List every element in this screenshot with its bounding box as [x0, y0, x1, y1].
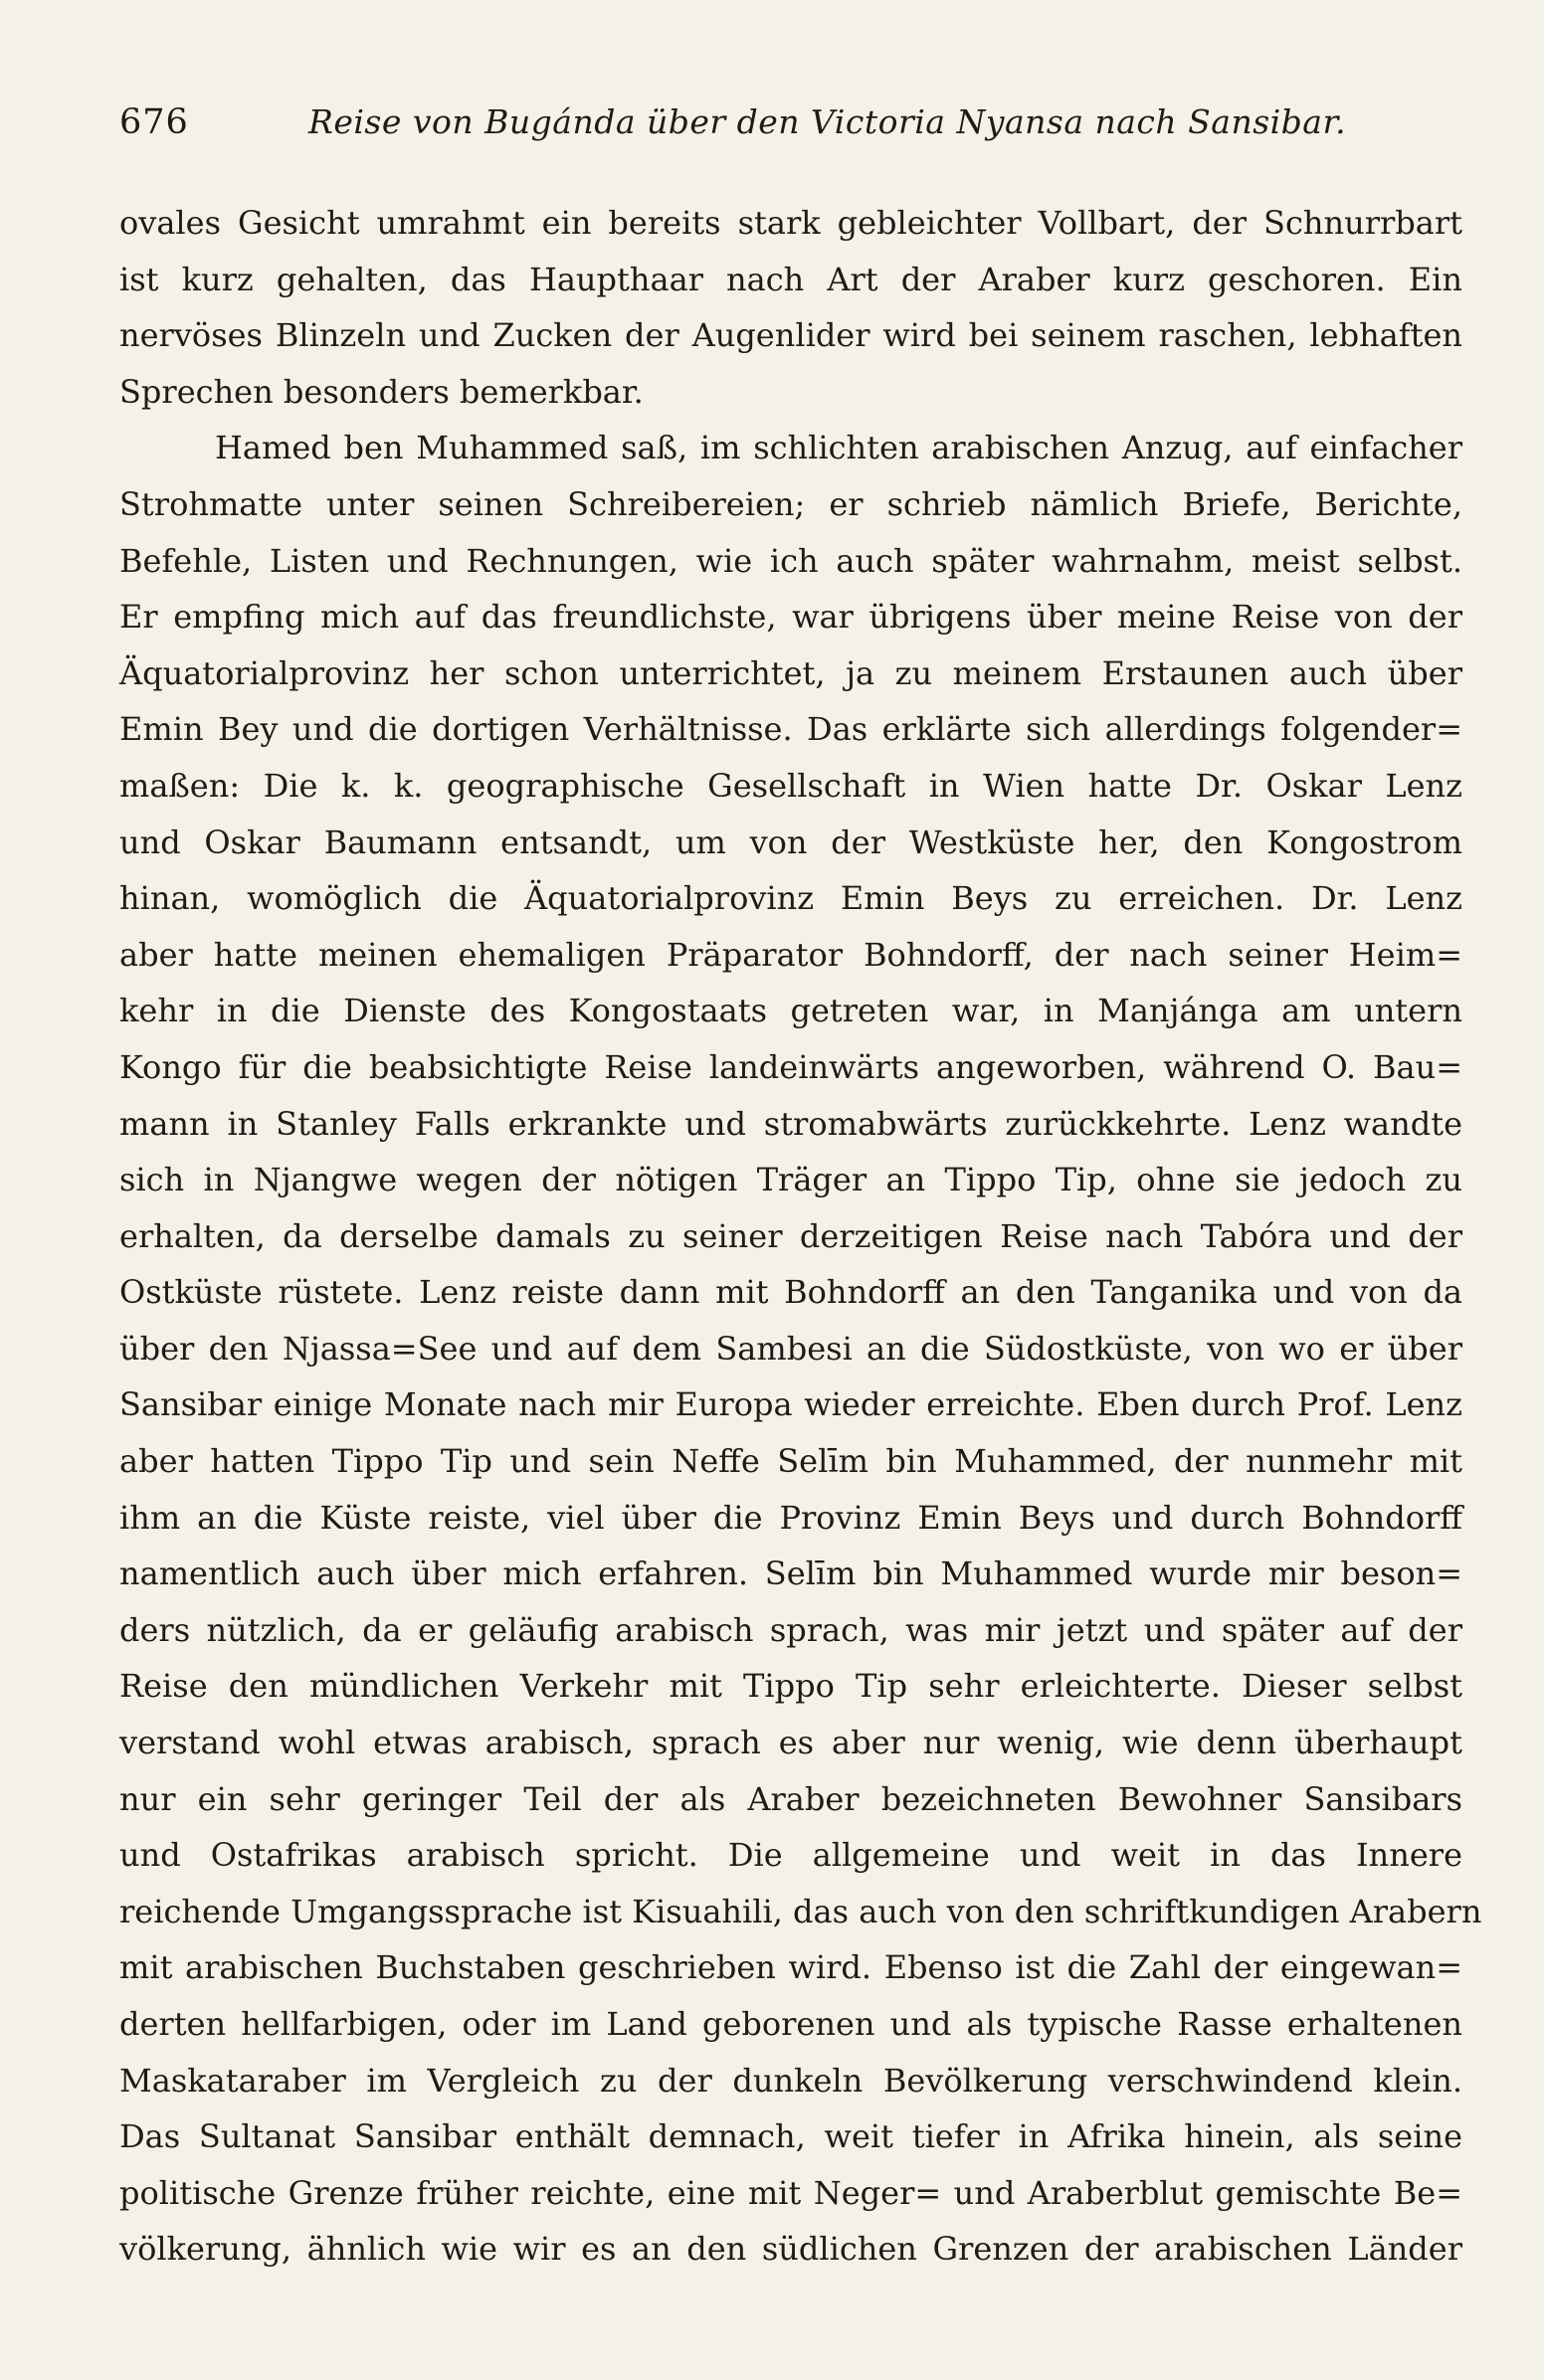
text-line: verstand wohl etwas arabisch, sprach es aber nur wenig, wie denn überhaupt — [119, 1724, 1462, 1762]
text-line: Äquatorialprovinz her schon unterrichtet, ja zu meinem Erstaunen auch über — [119, 653, 1462, 692]
text-line: Maskataraber im Vergleich zu der dunkeln Bevölkerung verschwindend klein. — [119, 2061, 1462, 2100]
text-line: Sansibar einige Monate nach mir Europa wieder erreichte. Eben durch Prof. Lenz — [119, 1385, 1462, 1424]
text-line: reichende Umgangssprache ist Kisuahili, das auch von den schriftkundigen Arabern — [119, 1892, 1482, 1930]
text-line: Sprechen besonders bemerkbar. — [119, 372, 644, 411]
text-line: namentlich auch über mich erfahren. Selīm bin Muhammed wurde mir beson= — [119, 1555, 1462, 1593]
text-line: ihm an die Küste reiste, viel über die Provinz Emin Beys und durch Bohndorff — [119, 1498, 1462, 1537]
text-line: kehr in die Dienste des Kongostaats getreten war, in Manjánga am untern — [119, 992, 1462, 1030]
text-line: mit arabischen Buchstaben geschrieben wird. Ebenso ist die Zahl der eingewan= — [119, 1948, 1462, 1987]
text-line: und Oskar Baumann entsandt, um von der Westküste her, den Kongostrom — [119, 823, 1462, 861]
text-line: maßen: Die k. k. geographische Gesellschaft in Wien hatte Dr. Oskar Lenz — [119, 766, 1462, 805]
page-number: 676 — [119, 102, 189, 142]
text-line: völkerung, ähnlich wie wir es an den südlichen Grenzen der arabischen Länder — [119, 2230, 1462, 2269]
text-line: ist kurz gehalten, das Haupthaar nach Art der Araber kurz geschoren. Ein — [119, 260, 1462, 298]
text-line: politische Grenze früher reichte, eine mit Neger= und Araberblut gemischte Be= — [119, 2173, 1462, 2212]
text-line: Strohmatte unter seinen Schreibereien; er schrieb nämlich Briefe, Berichte, — [119, 484, 1462, 523]
text-line: Reise den mündlichen Verkehr mit Tippo Tip sehr erleichterte. Dieser selbst — [119, 1667, 1462, 1706]
text-line: ovales Gesicht umrahmt ein bereits stark gebleichter Vollbart, der Schnurrbart — [119, 204, 1462, 242]
text-line: Er empfing mich auf das freundlichste, war übrigens über meine Reise von der — [119, 598, 1462, 637]
body-text — [119, 195, 1482, 2278]
text-line: und Ostafrikas arabisch spricht. Die allgemeine und weit in das Innere — [119, 1836, 1462, 1875]
text-line: Ostküste rüstete. Lenz reiste dann mit Bohndorff an den Tanganika und von da — [119, 1273, 1462, 1312]
text-line: mann in Stanley Falls erkrankte und stromabwärts zurückkehrte. Lenz wandte — [119, 1104, 1462, 1143]
page-header — [119, 97, 1347, 147]
text-line: ders nützlich, da er geläufig arabisch sprach, was mir jetzt und später auf der — [119, 1610, 1462, 1649]
text-line: Emin Bey und die dortigen Verhältnisse. Das erklärte sich allerdings folgender= — [119, 710, 1462, 749]
text-line: hinan, womöglich die Äquatorialprovinz Emin Beys zu erreichen. Dr. Lenz — [119, 879, 1462, 918]
running-title: Reise von Bugánda über den Victoria Nyansa nach Sansibar. — [308, 102, 1347, 141]
text-line: erhalten, da derselbe damals zu seiner derzeitigen Reise nach Tabóra und der — [119, 1216, 1462, 1255]
text-line: Das Sultanat Sansibar enthält demnach, weit tiefer in Afrika hinein, als seine — [119, 2117, 1462, 2156]
text-line: derten hellfarbigen, oder im Land geborenen und als typische Rasse erhaltenen — [119, 2005, 1462, 2043]
text-line: Befehle, Listen und Rechnungen, wie ich auch später wahrnahm, meist selbst. — [119, 541, 1462, 580]
text-line: über den Njassa=See und auf dem Sambesi an die Südostküste, von wo er über — [119, 1329, 1462, 1368]
text-line: aber hatten Tippo Tip und sein Neffe Selīm bin Muhammed, der nunmehr mit — [119, 1442, 1462, 1481]
text-line: nervöses Blinzeln und Zucken der Augenlider wird bei seinem raschen, lebhaften — [119, 316, 1462, 355]
text-line: aber hatte meinen ehemaligen Präparator Bohndorff, der nach seiner Heim= — [119, 935, 1462, 974]
text-line: nur ein sehr geringer Teil der als Araber bezeichneten Bewohner Sansibars — [119, 1779, 1462, 1818]
text-line: Kongo für die beabsichtigte Reise landeinwärts angeworben, während O. Bau= — [119, 1047, 1462, 1086]
text-line: sich in Njangwe wegen der nötigen Träger an Tippo Tip, ohne sie jedoch zu — [119, 1161, 1462, 1199]
text-line: Hamed ben Muhammed saß, im schlichten arabischen Anzug, auf einfacher — [215, 429, 1462, 467]
